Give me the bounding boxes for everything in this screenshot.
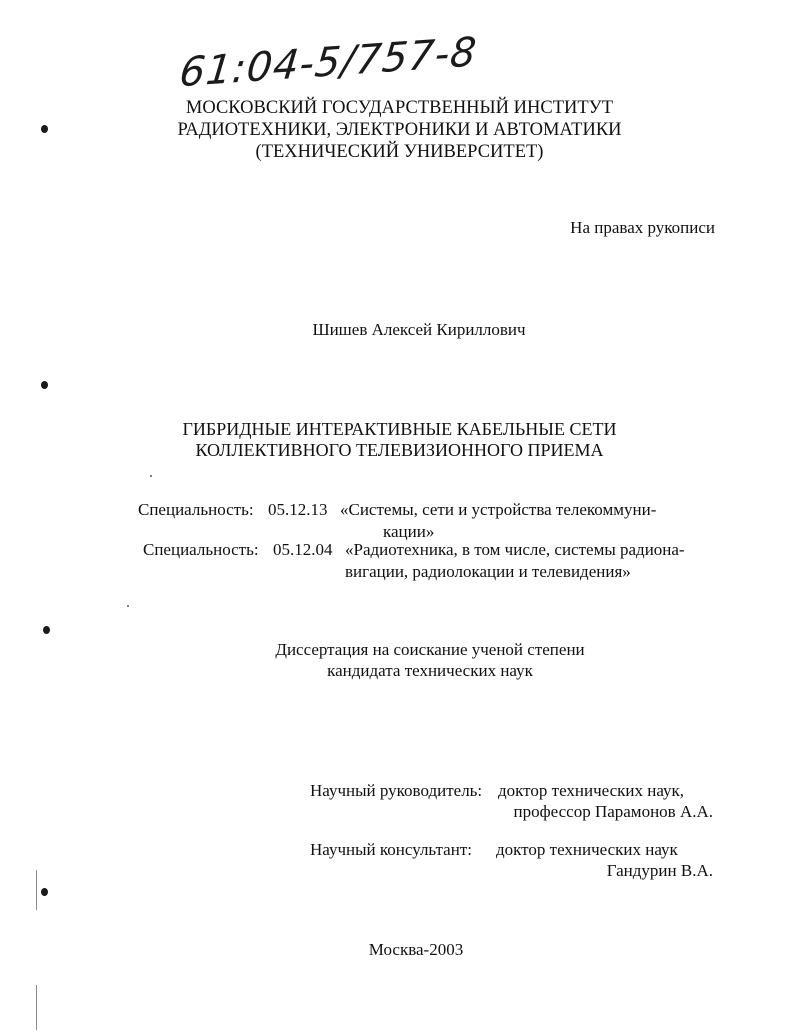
consultant-name: Гандурин В.А.: [606, 861, 713, 880]
degree-statement: [0, 639, 799, 681]
institute-line: (ТЕХНИЧЕСКИЙ УНИВЕРСИТЕТ): [255, 142, 544, 162]
scan-edge-line: [36, 870, 37, 910]
specialty-label: Специальность:: [143, 540, 259, 559]
dissertation-title: [0, 419, 799, 461]
scan-speck: [127, 605, 129, 607]
specialty-name: «Системы, сети и устройства телекоммуни-: [340, 500, 657, 519]
specialty-name-continued: кации»: [383, 522, 435, 541]
city-year: Москва-2003: [368, 940, 464, 959]
scan-edge-line: [36, 985, 37, 1030]
supervisor-label: Научный руководитель:: [310, 781, 483, 800]
handwritten-archive-code: [168, 10, 508, 100]
specialty-code: 05.12.04: [273, 540, 333, 559]
specialty-row: [138, 499, 656, 520]
supervisor-name: профессор Парамонов А.А.: [513, 802, 713, 821]
author-name: Шишев Алексей Кириллович: [312, 320, 526, 339]
specialty-label: Специальность:: [138, 500, 254, 519]
binding-hole-mark: [41, 381, 48, 389]
consultant-label: Научный консультант:: [310, 840, 472, 859]
institute-line: РАДИОТЕХНИКИ, ЭЛЕКТРОНИКИ И АВТОМАТИКИ: [177, 120, 622, 140]
manuscript-rights-note: На правах рукописи: [570, 218, 715, 237]
specialty-name: «Радиотехника, в том числе, системы радиона-: [345, 540, 685, 559]
handwritten-code-text: 61:04-5/757-8: [177, 28, 480, 97]
binding-hole-mark: [43, 626, 50, 634]
consultant-degree: доктор технических наук: [496, 840, 678, 859]
institute-line: МОСКОВСКИЙ ГОСУДАРСТВЕННЫЙ ИНСТИТУТ: [185, 98, 614, 118]
scan-speck: [150, 475, 152, 477]
binding-hole-mark: [41, 888, 48, 896]
specialty-code: 05.12.13: [268, 500, 328, 519]
specialty-name-continued: вигации, радиолокации и телевидения»: [345, 562, 631, 581]
specialty-row: [143, 539, 685, 560]
title-line: ГИБРИДНЫЕ ИНТЕРАКТИВНЫЕ КАБЕЛЬНЫЕ СЕТИ: [182, 419, 617, 439]
supervisor-degree: доктор технических наук,: [498, 781, 685, 800]
institute-header: [0, 97, 799, 163]
title-line: КОЛЛЕКТИВНОГО ТЕЛЕВИЗИОННОГО ПРИЕМА: [195, 440, 604, 460]
degree-line: Диссертация на соискание ученой степени: [275, 640, 585, 659]
degree-line: кандидата технических наук: [327, 661, 533, 680]
